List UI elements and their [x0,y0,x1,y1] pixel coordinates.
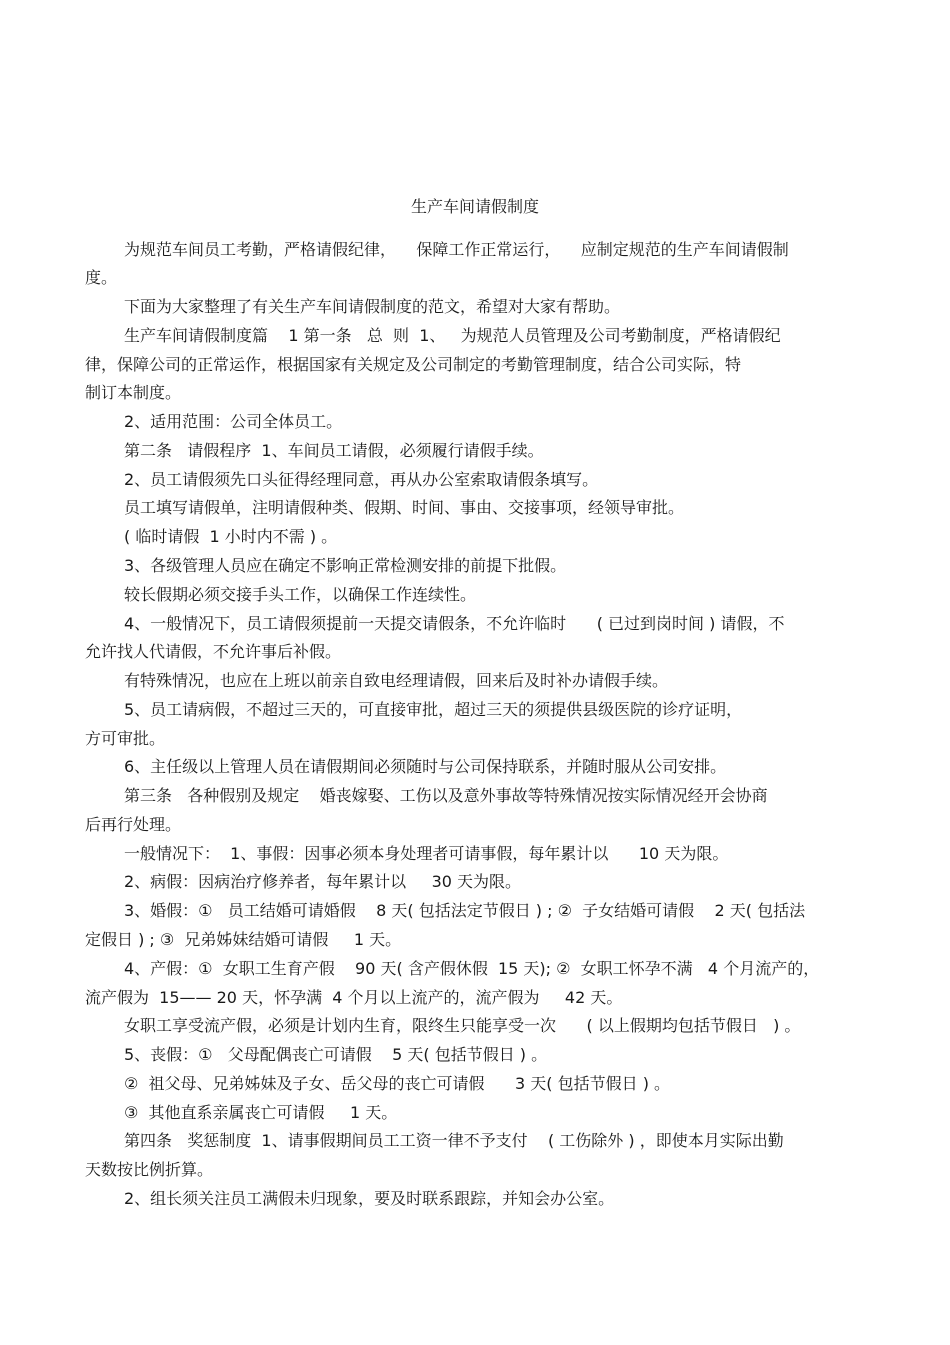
paragraph-line: 4、一般情况下，员工请假须提前一天提交请假条，不允许临时 ( 已过到岗时间 ) 请假，不 [124,614,785,633]
paragraph-line: 2、病假：因病治疗修养者，每年累计以 30 天为限。 [124,872,522,891]
paragraph-line: 第二条 请假程序 1、车间员工请假，必须履行请假手续。 [124,441,544,460]
paragraph-line: 度。 [85,268,118,287]
document-title: 生产车间请假制度 [410,197,539,216]
paragraph-line: 生产车间请假制度篇 1 第一条 总 则 1、 为规范人员管理及公司考勤制度，严格请假纪 [124,326,781,345]
paragraph-line: 制订本制度。 [85,383,182,402]
paragraph-line: 定假日 ) ; ③ 兄弟姊妹结婚可请假 1 天。 [85,930,402,949]
paragraph-line: 2、组长须关注员工满假未归现象，要及时联系跟踪，并知会办公室。 [124,1189,615,1208]
paragraph-line: 6、主任级以上管理人员在请假期间必须随时与公司保持联系，并随时服从公司安排。 [124,757,727,776]
paragraph-line: 后再行处理。 [85,815,182,834]
paragraph-line: 3、各级管理人员应在确定不影响正常检测安排的前提下批假。 [124,556,567,575]
paragraph-line: 4、产假：① 女职工生育产假 90 天( 含产假休假 15 天); ② 女职工怀孕不满 4 个月流产的， [124,959,820,978]
paragraph-line: 2、适用范围：公司全体员工。 [124,412,343,431]
paragraph-line: 下面为大家整理了有关生产车间请假制度的范文，希望对大家有帮助。 [124,297,621,316]
paragraph-line: 第三条 各种假别及规定 婚丧嫁娶、工伤以及意外事故等特殊情况按实际情况经开会协商 [124,786,768,805]
paragraph-line: 员工填写请假单，注明请假种类、假期、时间、事由、交接事项，经领导审批。 [124,498,685,517]
paragraph-line: ( 临时请假 1 小时内不需 ) 。 [124,527,338,546]
paragraph-line: 有特殊情况，也应在上班以前亲自致电经理请假，回来后及时补办请假手续。 [124,671,669,690]
paragraph-line: 允许找人代请假，不允许事后补假。 [85,642,342,661]
paragraph-line: 天数按比例折算。 [85,1160,214,1179]
paragraph-line: 较长假期必须交接手头工作，以确保工作连续性。 [124,585,477,604]
paragraph-line: ③ 其他直系亲属丧亡可请假 1 天。 [124,1103,398,1122]
paragraph-line: 流产假为 15—— 20 天，怀孕满 4 个月以上流产的，流产假为 42 天。 [85,988,623,1007]
paragraph-line: 2、员工请假须先口头征得经理同意，再从办公室索取请假条填写。 [124,470,599,489]
paragraph-line: 方可审批。 [85,729,166,748]
paragraph-line: 女职工享受流产假，必须是计划内生育，限终生只能享受一次 ( 以上假期均包括节假日 ) 。 [124,1016,801,1035]
paragraph-line: 5、员工请病假，不超过三天的，可直接审批，超过三天的须提供县级医院的诊疗证明， [124,700,743,719]
paragraph-line: ② 祖父母、兄弟姊妹及子女、岳父母的丧亡可请假 3 天( 包括节假日 ) 。 [124,1074,671,1093]
paragraph-line: 3、婚假：① 员工结婚可请婚假 8 天( 包括法定节假日 ) ; ② 子女结婚可请假 2 天( 包括法 [124,901,806,920]
paragraph-line: 第四条 奖惩制度 1、请事假期间员工工资一律不予支付 ( 工伤除外 ) ，即使本月实际出勤 [124,1131,784,1150]
paragraph-line: 为规范车间员工考勤，严格请假纪律， 保障工作正常运行， 应制定规范的生产车间请假制 [124,240,789,259]
paragraph-line: 5、丧假：① 父母配偶丧亡可请假 5 天( 包括节假日 ) 。 [124,1045,548,1064]
paragraph-line: 一般情况下： 1、事假：因事必须本身处理者可请事假，每年累计以 10 天为限。 [124,844,729,863]
paragraph-line: 律，保障公司的正常运作，根据国家有关规定及公司制定的考勤管理制度，结合公司实际，特 [85,355,742,374]
